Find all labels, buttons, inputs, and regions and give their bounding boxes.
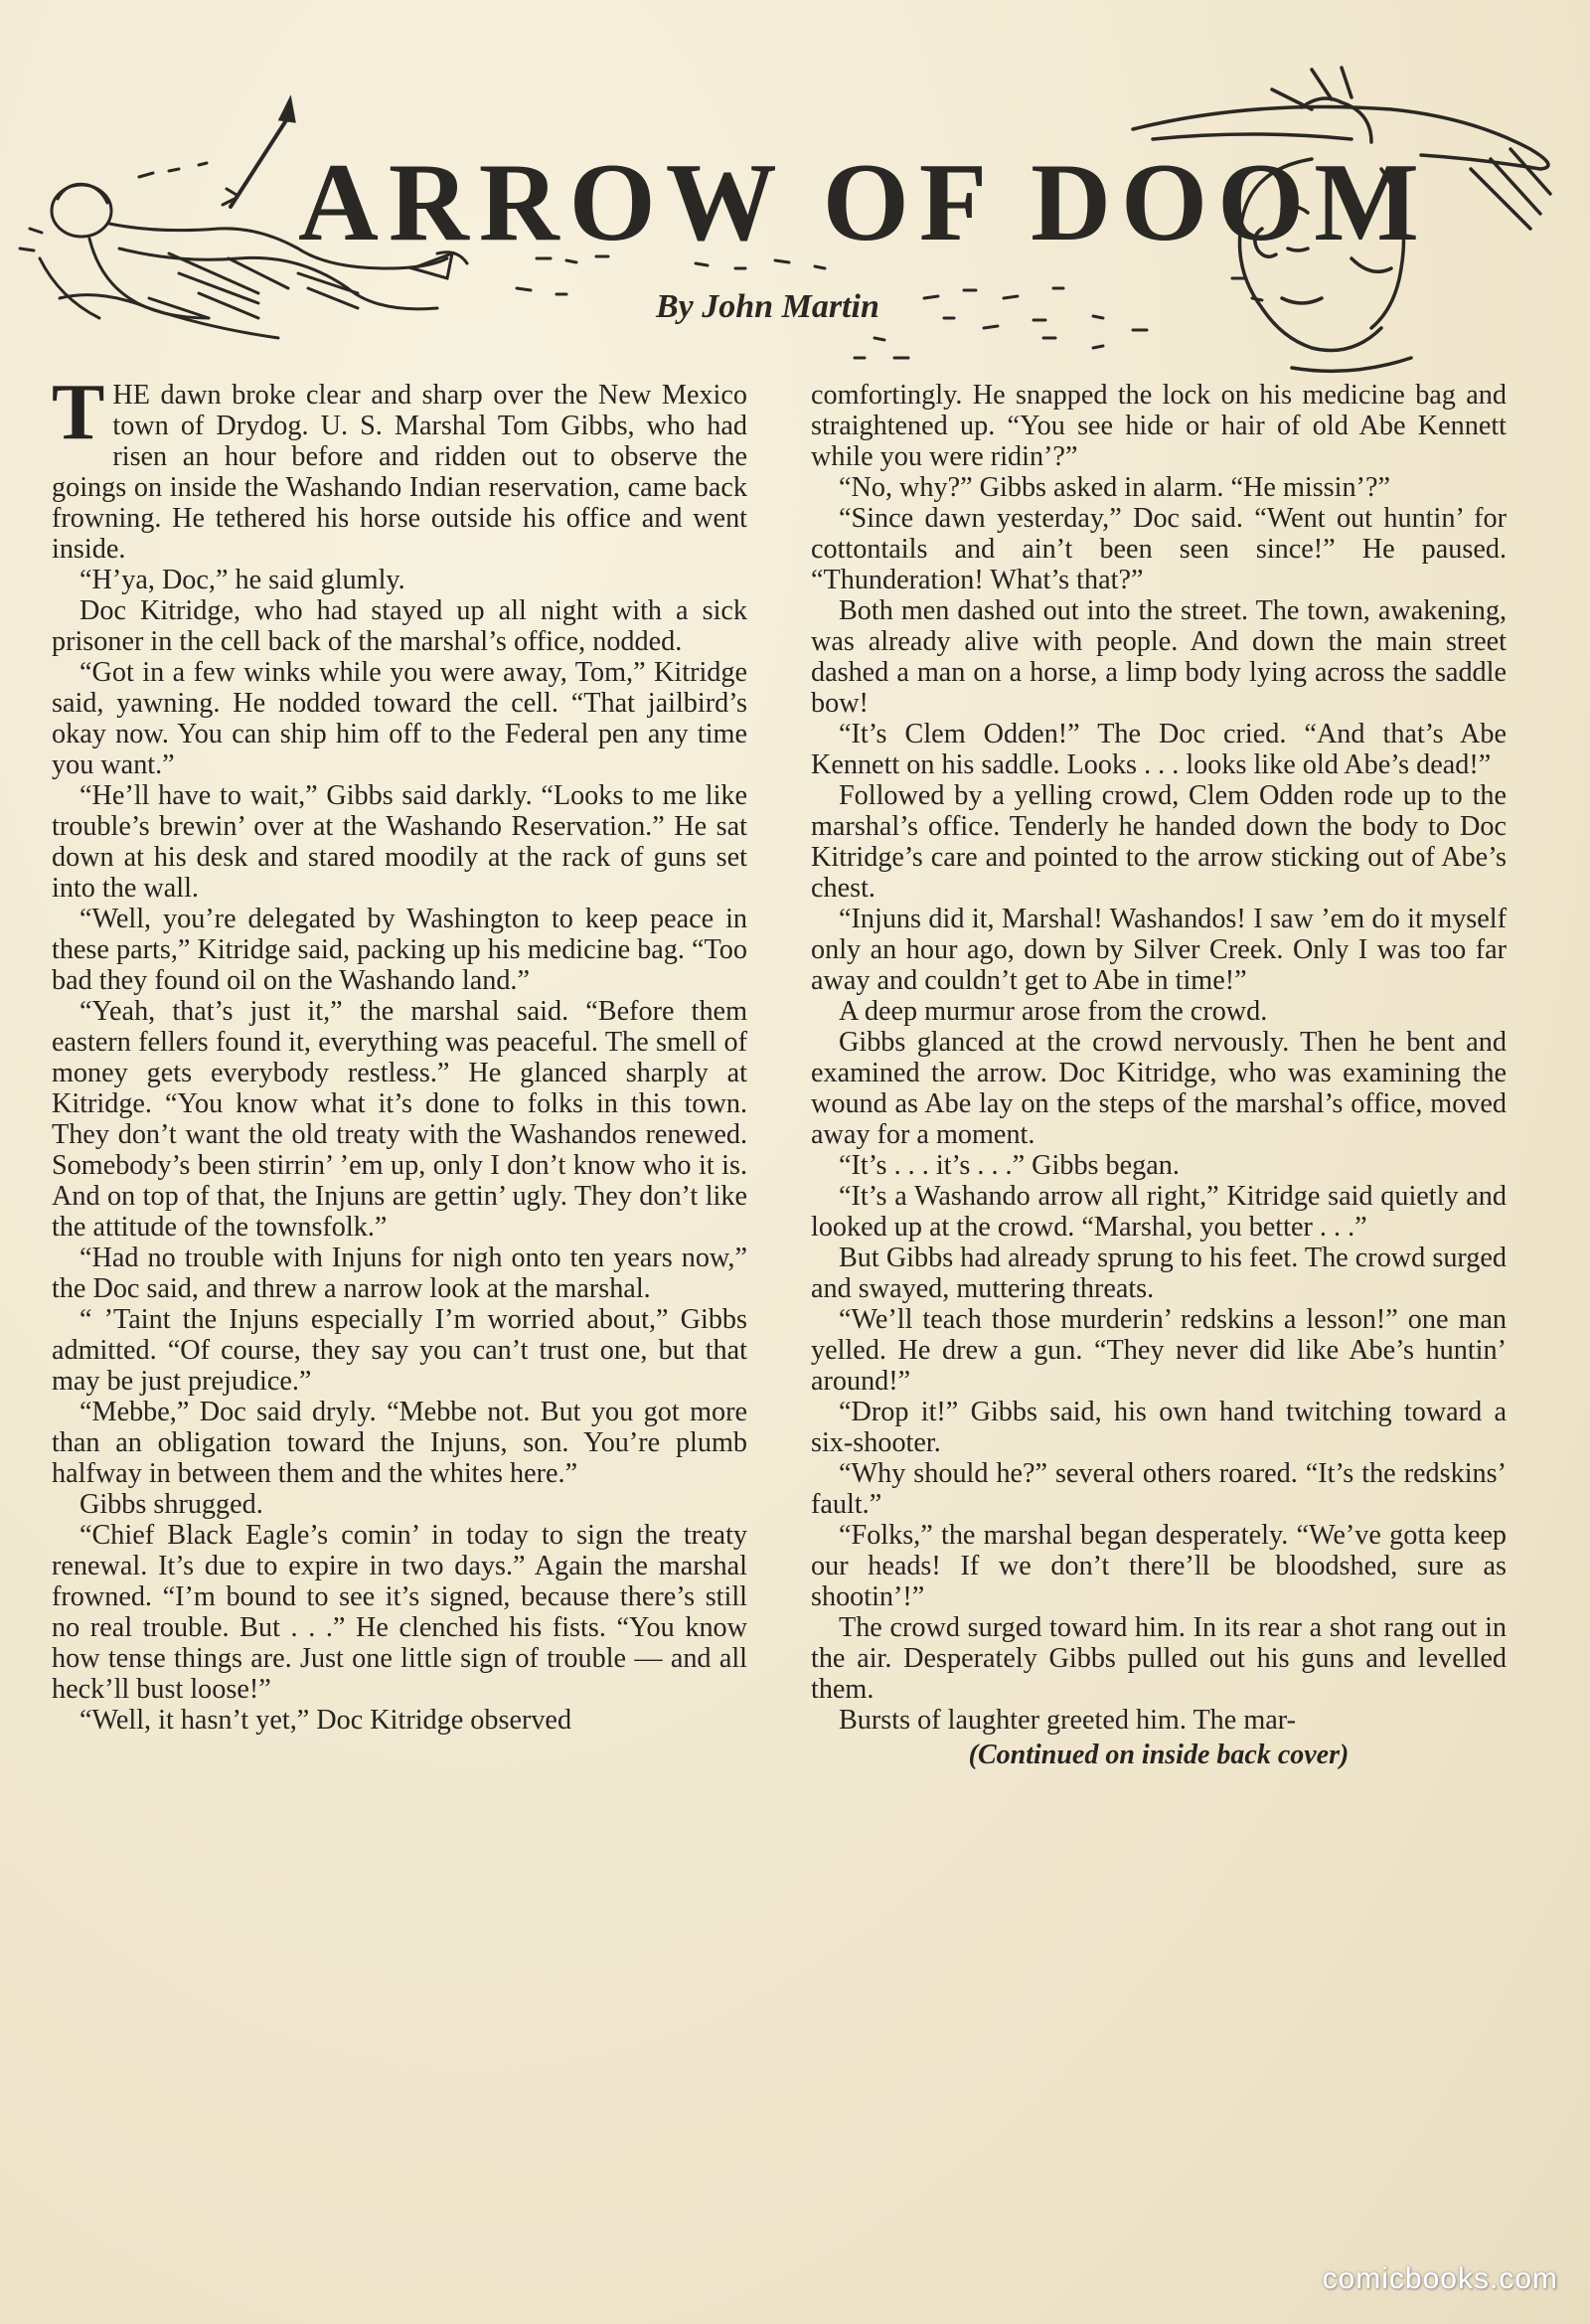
paragraph: “Well, it hasn’t yet,” Doc Kitridge observed	[80, 1705, 572, 1736]
paragraph: “It’s a Washando arrow all right,” Kitridge said quietly and looked up at the crowd. “Marshal, you better . . .”	[811, 1181, 1507, 1243]
paragraph: “Yeah, that’s just it,” the marshal said. “Before them eastern fellers found it, everything was peaceful. The smell of money gets everybody restless.” He glanced sharply at Kitridge. “You know what it’s done to folks in this town. They don’t want the old treaty with the Washandos renewed. Somebody’s been stirrin’ ’em up, only I don’t know who it is. And on top of that, the Injuns are gettin’ ugly. They don’t like the attitude of the townsfolk.”	[52, 996, 747, 1243]
continued-note: (Continued on inside back cover)	[968, 1740, 1350, 1770]
paragraph: “Had no trouble with Injuns for nigh onto ten years now,” the Doc said, and threw a narrow look at the marshal.	[52, 1243, 747, 1304]
paragraph: “He’ll have to wait,” Gibbs said darkly. “Looks to me like trouble’s brewin’ over at the Washando Reservation.” He sat down at his desk and stared moodily at the rack of guns set into the wall.	[52, 780, 747, 904]
paragraph: “It’s . . . it’s . . .” Gibbs began.	[839, 1150, 1180, 1181]
paragraph: “Drop it!” Gibbs said, his own hand twitching toward a six-shooter.	[811, 1397, 1507, 1458]
paragraph: “Got in a few winks while you were away, Tom,” Kitridge said, yawning. He nodded toward the cell. “That jailbird’s okay now. You can ship him off to the Federal pen any time you want.”	[52, 657, 747, 780]
watermark: comicbooks.com	[1322, 2262, 1558, 2295]
paragraph: Gibbs shrugged.	[80, 1489, 263, 1520]
paragraph: Bursts of laughter greeted him. The mar-	[839, 1705, 1296, 1736]
story-header	[0, 0, 1590, 398]
drop-cap: T	[52, 369, 105, 456]
paragraph: The crowd surged toward him. In its rear a shot rang out in the air. Desperately Gibbs pulled out his guns and levelled them.	[811, 1612, 1507, 1705]
paragraph: “Why should he?” several others roared. “It’s the redskins’ fault.”	[811, 1458, 1507, 1520]
paragraph: “Well, you’re delegated by Washington to keep peace in these parts,” Kitridge said, packing up his medicine bag. “Too bad they found oil on the Washando land.”	[52, 904, 747, 996]
paragraph: Both men dashed out into the street. The town, awakening, was already alive with people. And down the main street dashed a man on a horse, a limp body lying across the saddle bow!	[811, 595, 1507, 719]
byline: By John Martin	[656, 288, 879, 325]
paragraph: But Gibbs had already sprung to his feet. The crowd surged and swayed, muttering threats.	[811, 1243, 1507, 1304]
right-column	[811, 380, 1507, 1770]
paragraph: Gibbs glanced at the crowd nervously. Then he bent and examined the arrow. Doc Kitridge, who was examining the wound as Abe lay on the steps of the marshal’s office, moved away for a moment.	[811, 1027, 1507, 1150]
paragraph: “We’ll teach those murderin’ redskins a lesson!” one man yelled. He drew a gun. “They never did like Abe’s huntin’ around!”	[811, 1304, 1507, 1397]
paragraph: “Since dawn yesterday,” Doc said. “Went out huntin’ for cottontails and ain’t been seen since!” He paused. “Thunderation! What’s that?”	[811, 503, 1507, 595]
paragraph: “No, why?” Gibbs asked in alarm. “He missin’?”	[839, 472, 1390, 503]
left-column	[52, 369, 747, 1736]
paragraph: comfortingly. He snapped the lock on his medicine bag and straightened up. “You see hide or hair of old Abe Kennett while you were ridin’?”	[811, 380, 1507, 472]
paragraph: Followed by a yelling crowd, Clem Odden rode up to the marshal’s office. Tenderly he handed down the body to Doc Kitridge’s care and pointed to the arrow sticking out of Abe’s chest.	[811, 780, 1507, 904]
paragraph	[52, 369, 747, 565]
paragraph: “H’ya, Doc,” he said glumly.	[80, 565, 405, 595]
paragraph-text: HE dawn broke clear and sharp over the New Mexico town of Drydog. U. S. Marshal Tom Gibbs, who had risen an hour before and ridden out to observe the goings on inside the Washando Indian reservation, came back frowning. He tethered his horse outside his office and went inside.	[52, 380, 747, 565]
paragraph: “Chief Black Eagle’s comin’ in today to sign the treaty renewal. It’s due to expire in two days.” Again the marshal frowned. “I’m bound to see it’s signed, because there’s still no real trouble. But . . .” He clenched his fists. “You know how tense things are. Just one little sign of trouble — and all heck’ll bust loose!”	[52, 1520, 747, 1705]
story-title: ARROW OF DOOM	[298, 141, 1429, 264]
paragraph: “Injuns did it, Marshal! Washandos! I saw ’em do it myself only an hour ago, down by Silver Creek. Only I was too far away and couldn’t get to Abe in time!”	[811, 904, 1507, 996]
paragraph: “Folks,” the marshal began desperately. “We’ve gotta keep our heads! If we don’t there’ll be bloodshed, sure as shootin’!”	[811, 1520, 1507, 1612]
paragraph: “Mebbe,” Doc said dryly. “Mebbe not. But you got more than an obligation toward the Injuns, son. You’re plumb halfway in between them and the whites here.”	[52, 1397, 747, 1489]
paragraph: Doc Kitridge, who had stayed up all night with a sick prisoner in the cell back of the marshal’s office, nodded.	[52, 595, 747, 657]
paragraph: A deep murmur arose from the crowd.	[839, 996, 1268, 1027]
paragraph: “ ’Taint the Injuns especially I’m worried about,” Gibbs admitted. “Of course, they say you can’t trust one, but that may be just prejudice.”	[52, 1304, 747, 1397]
paragraph: “It’s Clem Odden!” The Doc cried. “And that’s Abe Kennett on his saddle. Looks . . . looks like old Abe’s dead!”	[811, 719, 1507, 780]
